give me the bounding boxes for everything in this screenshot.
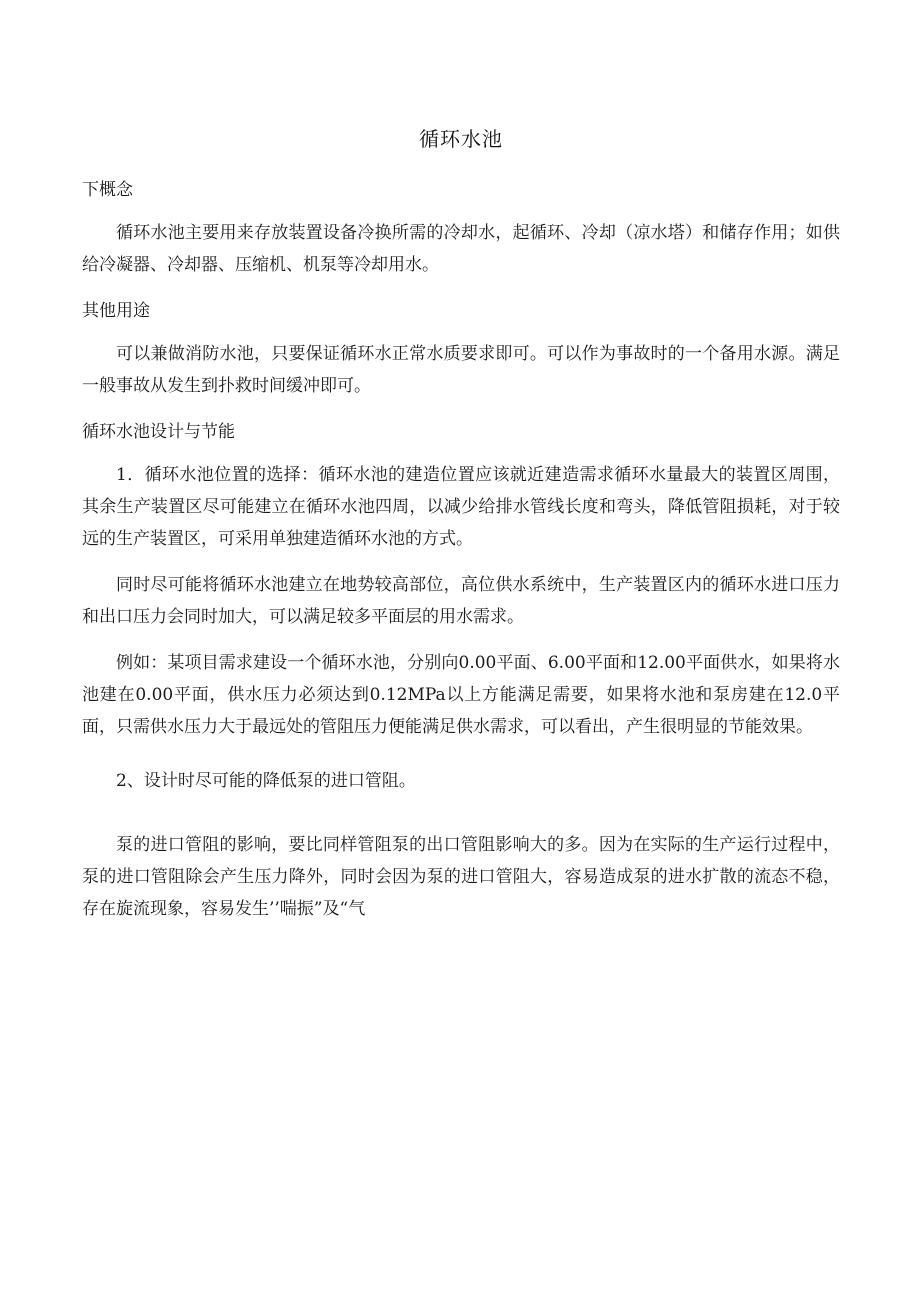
document-page	[82, 122, 840, 939]
paragraph-reduce-inlet-resistance: 2、设计时尽可能的降低泵的进口管阻。	[116, 771, 416, 791]
section-heading-design: 循环水池设计与节能	[82, 422, 235, 442]
paragraph-example: 例如：某项目需求建设一个循环水池，分别向0.00平面、6.00平面和12.00平面供水，如果将水池建在0.00平面，供水压力必须达到0.12MPa以上方能满足需要，如果将水池和泵房建在12.0平面，只需供水压力大于最远处的管阻压力便能满足供水需求，可以看出，产生很明显的节能效果。	[82, 653, 840, 737]
paragraph-high-position: 同时尽可能将循环水池建立在地势较高部位，高位供水系统中，生产装置区内的循环水进口压力和出口压力会同时加大，可以满足较多平面层的用水需求。	[82, 575, 840, 627]
document-title: 循环水池	[419, 127, 503, 151]
section-heading-other-uses: 其他用途	[82, 301, 150, 321]
paragraph-location-choice: 1．循环水池位置的选择：循环水池的建造位置应该就近建造需求循环水量最大的装置区周围，其余生产装置区尽可能建立在循环水池四周，以减少给排水管线长度和弯头，降低管阻损耗，对于较远的生产装置区，可采用单独建造循环水池的方式。	[82, 465, 840, 549]
paragraph-inlet-resistance-effect: 泵的进口管阻的影响，要比同样管阻泵的出口管阻影响大的多。因为在实际的生产运行过程中，泵的进口管阻除会产生压力降外，同时会因为泵的进口管阻大，容易造成泵的进水扩散的流态不稳，存在旋流现象，容易发生’’喘振”及“气	[82, 835, 840, 919]
paragraph-other-uses: 可以兼做消防水池，只要保证循环水正常水质要求即可。可以作为事故时的一个备用水源。满足一般事故从发生到扑救时间缓冲即可。	[82, 344, 840, 396]
paragraph-concept: 循环水池主要用来存放装置设备冷换所需的冷却水，起循环、冷却（凉水塔）和储存作用；如供给冷凝器、冷却器、压缩机、机泵等冷却用水。	[82, 223, 840, 275]
section-heading-concept: 下概念	[82, 180, 133, 200]
